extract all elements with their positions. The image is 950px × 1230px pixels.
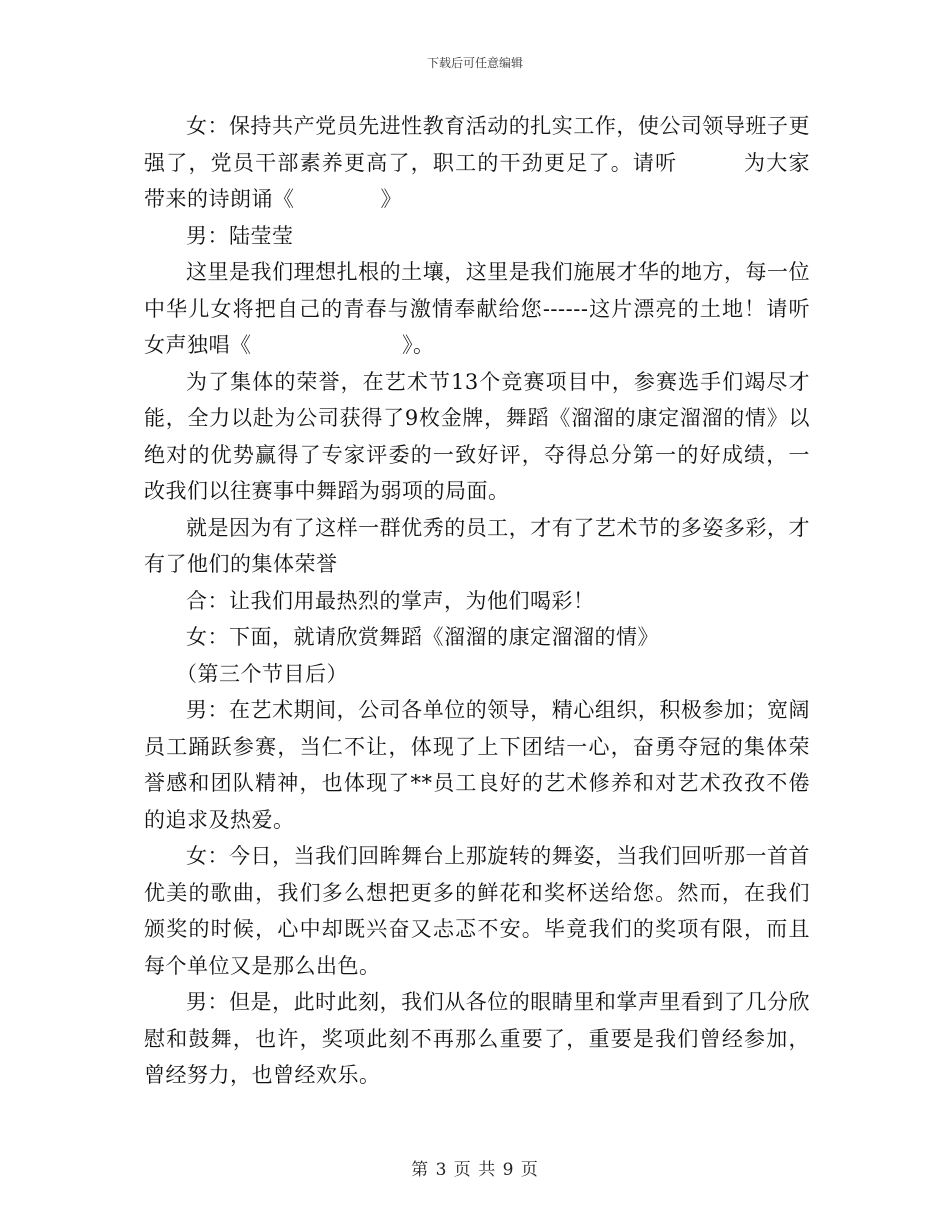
paragraph-2: 男：陆莹莹: [186, 223, 294, 248]
paragraph-3: 这里是我们理想扎根的土壤，这里是我们施展才华的地方，每一位中华儿女将把自己的青春与激情奉献给您------这片漂亮的土地！请听女声独唱《 》。: [144, 260, 810, 357]
page-footer: 第 3 页 共 9 页: [411, 1160, 539, 1180]
paragraph-7: 女：下面，就请欣赏舞蹈《溜溜的康定溜溜的情》: [186, 625, 659, 649]
document-body: [144, 108, 810, 1094]
paragraph-8: （第三个节目后）: [176, 661, 348, 686]
paragraph-1: 女：保持共产党员先进性教育活动的扎实工作，使公司领导班子更强了，党员干部素养更高了，职工的干劲更足了。请听 为大家带来的诗朗诵《 》: [144, 114, 810, 211]
page-header: 下载后可任意编辑: [426, 56, 523, 70]
paragraph-11: 男：但是，此时此刻，我们从各位的眼睛里和掌声里看到了几分欣慰和鼓舞，也许，奖项此刻不再那么重要了，重要是我们曾经参加，曾经努力，也曾经欢乐。: [144, 990, 810, 1087]
paragraph-10: 女：今日，当我们回眸舞台上那旋转的舞姿，当我们回听那一首首优美的歌曲，我们多么想把更多的鲜花和奖杯送给您。然而，在我们颁奖的时候，心中却既兴奋又忐忑不安。毕竟我们的奖项有限，而且每个单位又是那么出色。: [144, 844, 810, 978]
paragraph-6: 合：让我们用最热烈的掌声，为他们喝彩！: [186, 588, 595, 613]
paragraph-5: 就是因为有了这样一群优秀的员工，才有了艺术节的多姿多彩，才有了他们的集体荣誉: [144, 515, 810, 576]
paragraph-9: 男：在艺术期间，公司各单位的领导，精心组织，积极参加；宽阔员工踊跃参赛，当仁不让，体现了上下团结一心，奋勇夺冠的集体荣誉感和团队精神，也体现了**员工良好的艺术修养和对艺术孜孜不倦的追求及热爱。: [144, 698, 810, 832]
paragraph-4: 为了集体的荣誉，在艺术节13个竞赛项目中，参赛选手们竭尽才能，全力以赴为公司获得了9枚金牌，舞蹈《溜溜的康定溜溜的情》以绝对的优势赢得了专家评委的一致好评，夺得总分第一的好成绩，一改我们以往赛事中舞蹈为弱项的局面。: [144, 369, 810, 503]
